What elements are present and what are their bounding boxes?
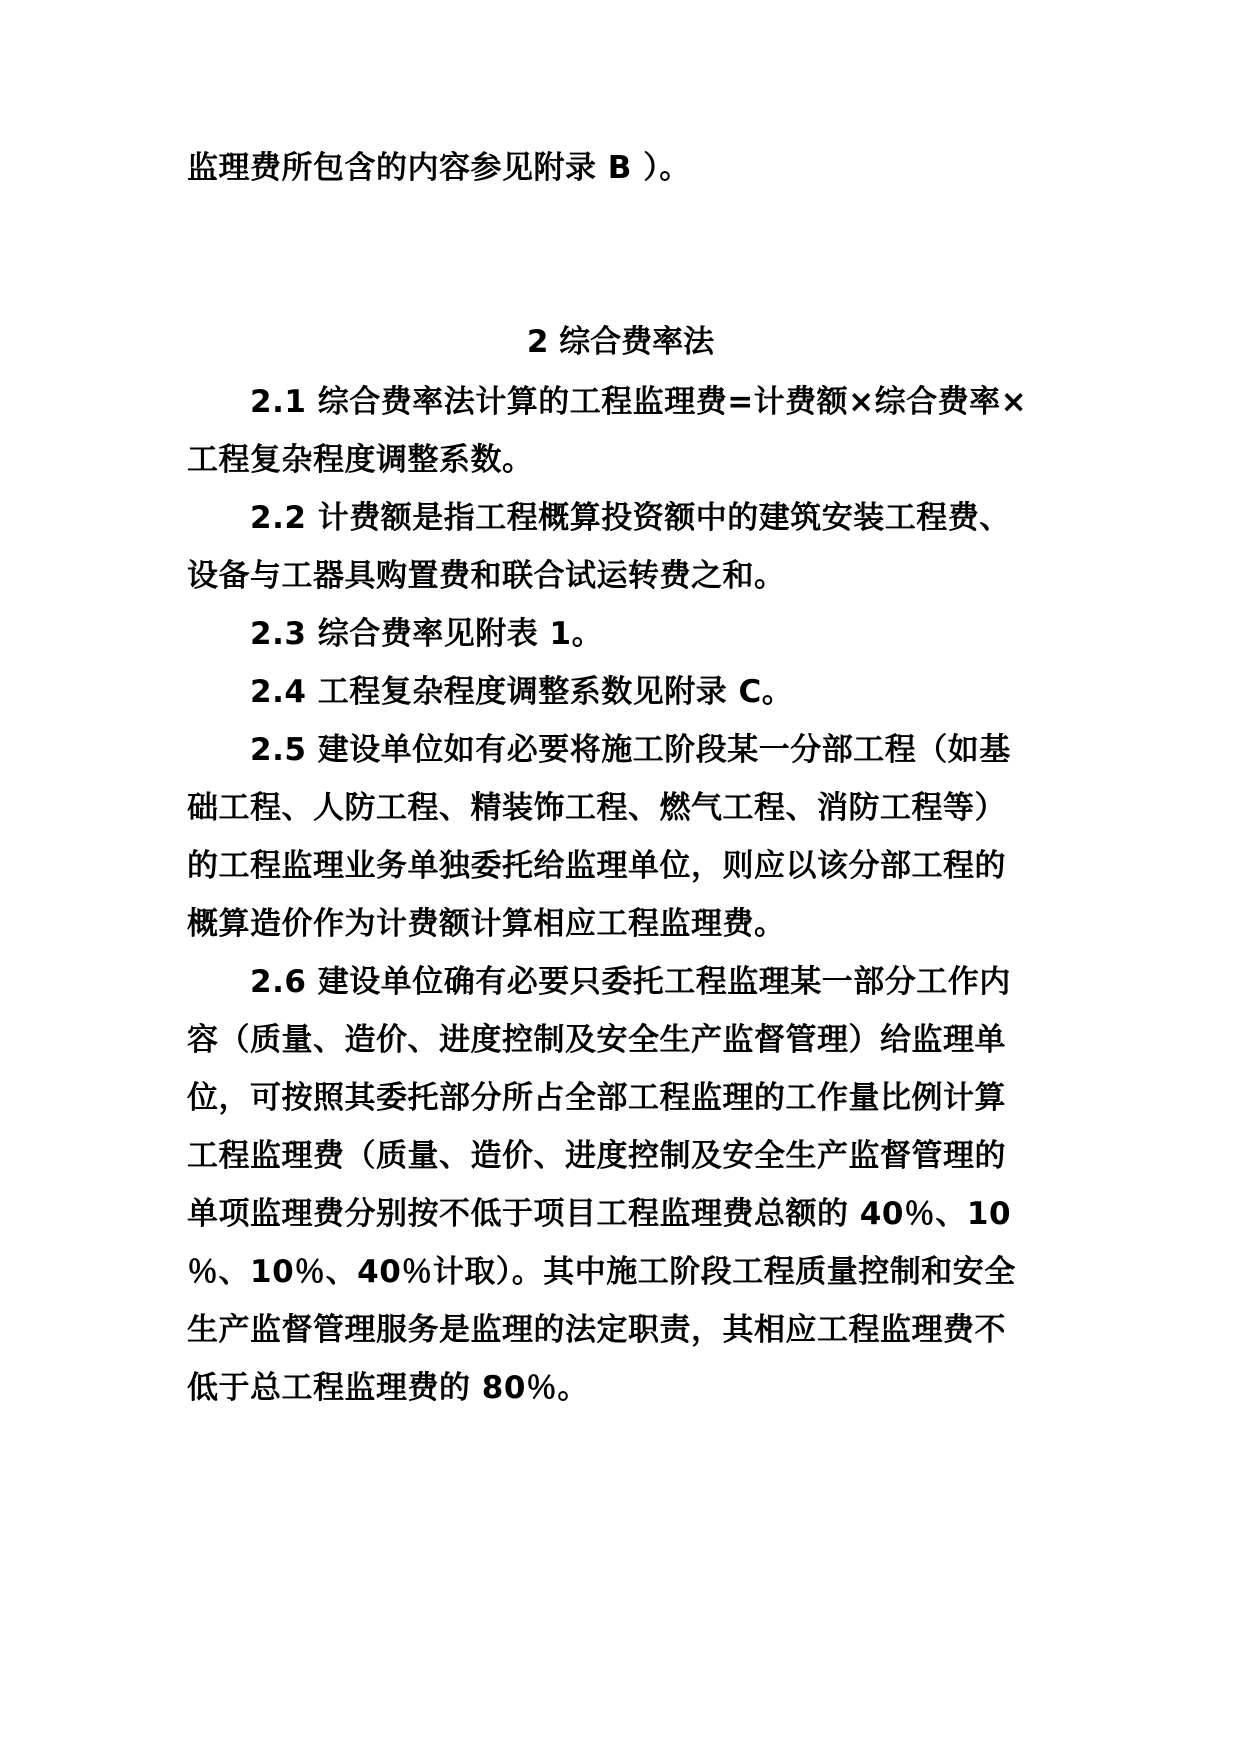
paragraph-line: 位，可按照其委托部分所占全部工程监理的工作量比例计算 [187, 1080, 1006, 1116]
paragraph-line: 工程复杂程度调整系数。 [187, 442, 534, 478]
paragraph-line: 的工程监理业务单独委托给监理单位，则应以该分部工程的 [187, 848, 1006, 884]
paragraph-line: 2.1 综合费率法计算的工程监理费=计费额×综合费率× [250, 384, 1028, 420]
paragraph-line: 容（质量、造价、进度控制及安全生产监督管理）给监理单 [187, 1022, 1006, 1058]
paragraph-line: 2.6 建设单位确有必要只委托工程监理某一部分工作内 [250, 964, 1011, 1000]
paragraph-line: 础工程、人防工程、精装饰工程、燃气工程、消防工程等） [187, 790, 1006, 826]
paragraph-line: ％、10％、40％计取）。其中施工阶段工程质量控制和安全 [187, 1254, 1016, 1290]
paragraph-line: 生产监督管理服务是监理的法定职责，其相应工程监理费不 [187, 1312, 1006, 1348]
paragraph-line: 单项监理费分别按不低于项目工程监理费总额的 40％、10 [187, 1196, 1012, 1232]
paragraph-line: 低于总工程监理费的 80％。 [187, 1370, 589, 1406]
paragraph-line: 设备与工器具购置费和联合试运转费之和。 [187, 558, 786, 594]
paragraph-line: 2.4 工程复杂程度调整系数见附录 C。 [250, 674, 794, 710]
continuation-line: 监理费所包含的内容参见附录 B ）。 [187, 150, 691, 186]
paragraph-line: 概算造价作为计费额计算相应工程监理费。 [187, 906, 786, 942]
paragraph-line: 工程监理费（质量、造价、进度控制及安全生产监督管理的 [187, 1138, 1006, 1174]
paragraph-line: 2.5 建设单位如有必要将施工阶段某一分部工程（如基 [250, 732, 1011, 768]
section-heading: 2 综合费率法 [526, 324, 715, 360]
paragraph-line: 2.2 计费额是指工程概算投资额中的建筑安装工程费、 [250, 500, 1011, 536]
paragraph-line: 2.3 综合费率见附表 1。 [250, 616, 604, 652]
